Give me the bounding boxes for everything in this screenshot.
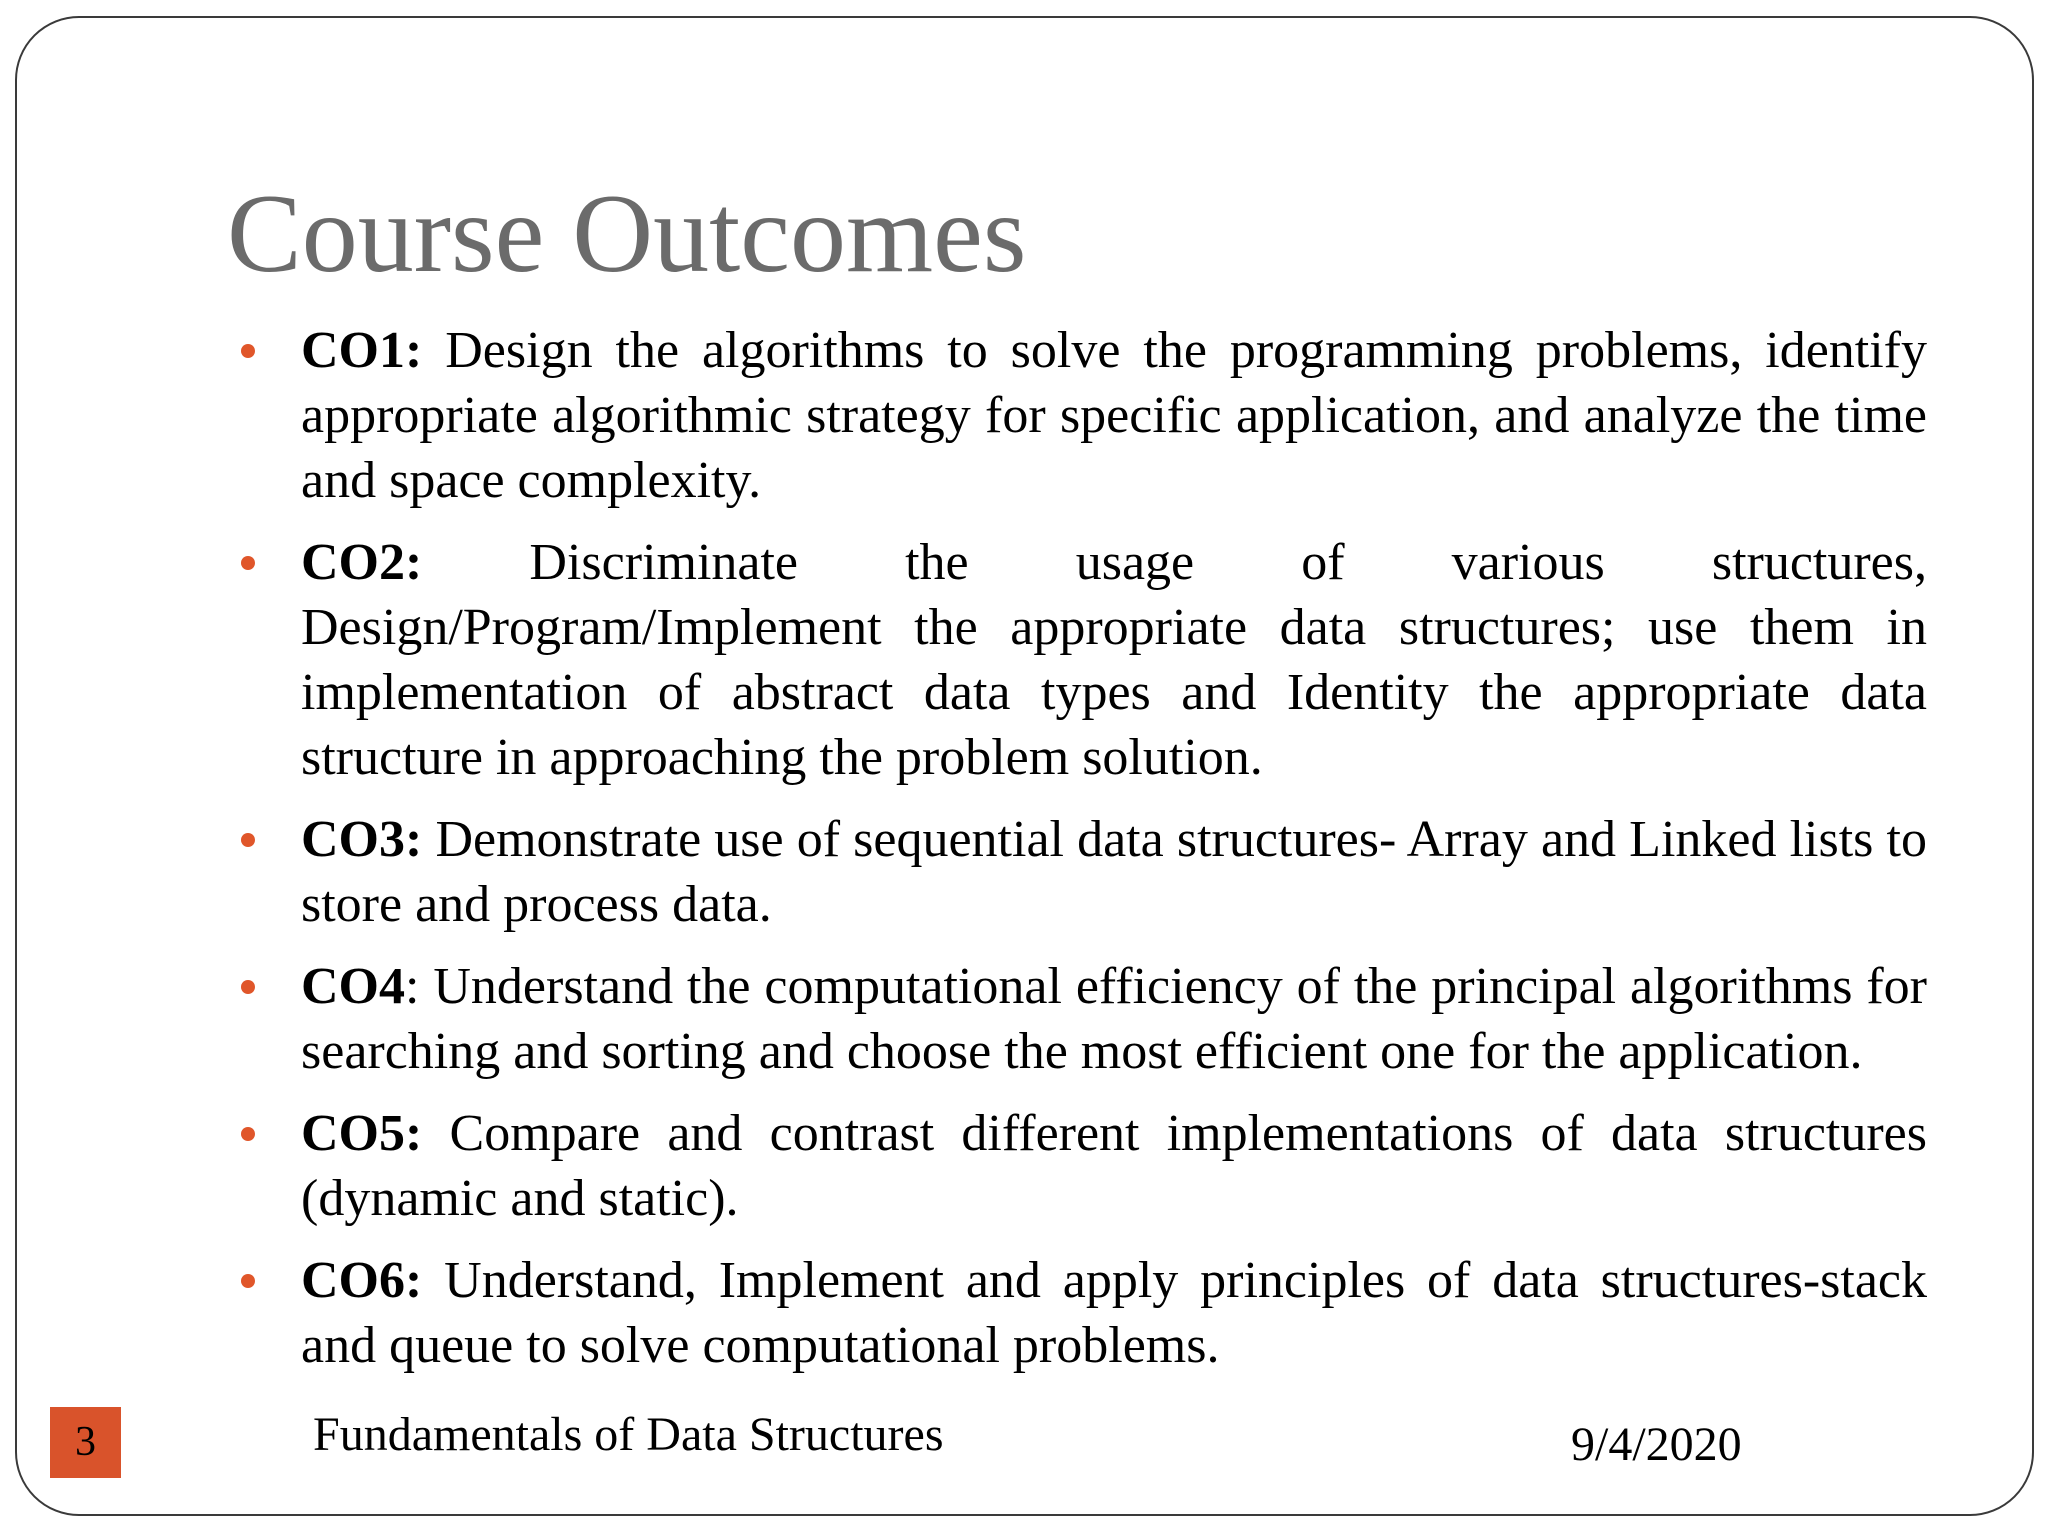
outcome-separator: : <box>405 534 423 591</box>
outcome-text: Understand the computational efficiency of the principal algorithms for searching and sorting and choose the most efficient one for the application. <box>301 958 1927 1080</box>
bullet-icon <box>241 1127 255 1141</box>
outcomes-list <box>227 318 1927 1395</box>
outcome-code: CO2 <box>301 534 405 591</box>
outcome-code: CO3 <box>301 811 405 868</box>
bullet-icon <box>241 344 255 358</box>
outcome-code: CO4 <box>301 958 405 1015</box>
outcome-separator: : <box>405 1105 423 1162</box>
slide-title: Course Outcomes <box>227 172 1027 296</box>
outcome-separator: : <box>405 1252 423 1309</box>
bullet-icon <box>241 980 255 994</box>
bullet-icon <box>241 1274 255 1288</box>
slide <box>15 16 2034 1516</box>
outcome-separator: : <box>405 322 423 379</box>
outcome-item-co3 <box>227 807 1927 937</box>
outcome-text: Understand, Implement and apply principles of data structures-stack and queue to solve computational problems. <box>301 1252 1927 1374</box>
outcome-item-co6 <box>227 1248 1927 1378</box>
outcome-item-co4 <box>227 954 1927 1084</box>
outcome-item-co1 <box>227 318 1927 513</box>
footer-title: Fundamentals of Data Structures <box>313 1408 944 1461</box>
outcome-text: Compare and contrast different implementations of data structures (dynamic and static). <box>301 1105 1927 1227</box>
page-number-badge: 3 <box>50 1407 121 1478</box>
footer-date: 9/4/2020 <box>1571 1418 1742 1471</box>
outcome-separator: : <box>405 958 420 1015</box>
outcome-text: Demonstrate use of sequential data structures- Array and Linked lists to store and process data. <box>301 811 1927 933</box>
bullet-icon <box>241 833 255 847</box>
outcome-text: Design the algorithms to solve the programming problems, identify appropriate algorithmic strategy for specific application, and analyze the time and space complexity. <box>301 322 1927 509</box>
outcome-item-co2 <box>227 530 1927 790</box>
outcome-item-co5 <box>227 1101 1927 1231</box>
outcome-text: Discriminate the usage of various structures, Design/Program/Implement the appropriate data structures; use them in implementation of abstract data types and Identity the appropriate data structure in approaching the problem solution. <box>301 534 1927 786</box>
outcome-separator: : <box>405 811 423 868</box>
bullet-icon <box>241 556 255 570</box>
outcome-code: CO6 <box>301 1252 405 1309</box>
outcome-code: CO5 <box>301 1105 405 1162</box>
outcome-code: CO1 <box>301 322 405 379</box>
